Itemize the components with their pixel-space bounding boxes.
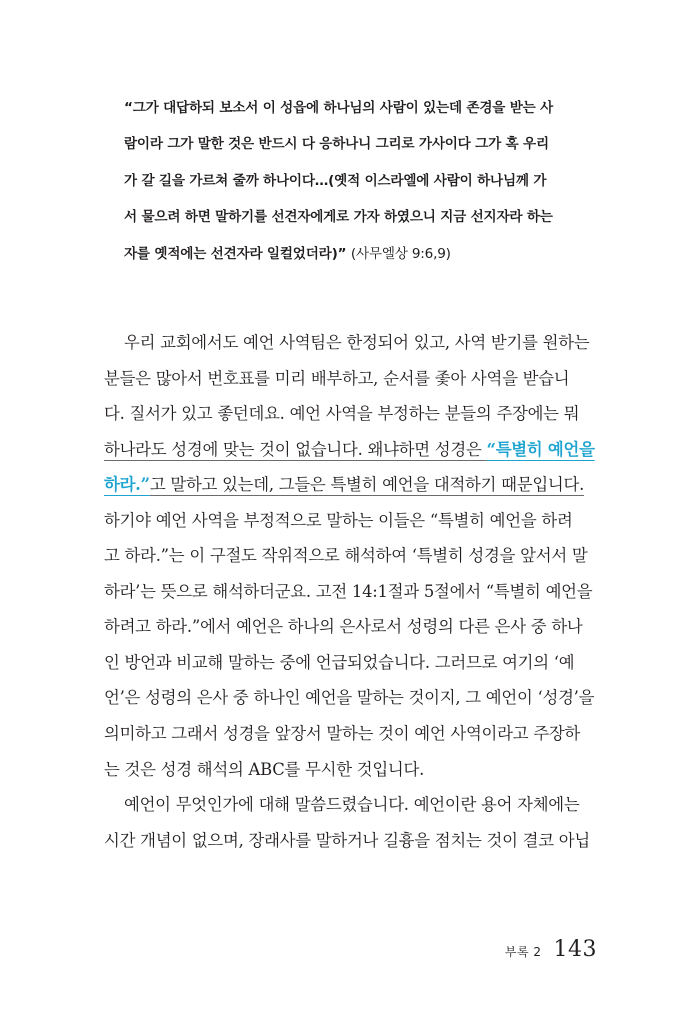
page-footer — [505, 937, 597, 963]
quote-line: 서 물으려 하면 말하기를 선견자에게로 가자 하였으니 지금 선지자라 하는 — [124, 209, 553, 226]
paragraph-line: 다. 질서가 있고 좋던데요. 예언 사역을 부정하는 분들의 주장에는 뭐 — [104, 404, 580, 424]
scripture-quote — [124, 98, 594, 280]
paragraph-line: 언’은 성령의 은사 중 하나인 예언을 말하는 것이지, 그 예언이 ‘성경’을 — [104, 688, 595, 708]
scripture-reference: (사무엘상 9:6,9) — [350, 245, 451, 262]
paragraph-line: 하기야 예언 사역을 부정적으로 말하는 이들은 “특별히 예언을 하려 — [104, 510, 573, 530]
quote-line: “그가 대답하되 보소서 이 성읍에 하나님의 사람이 있는데 존경을 받는 사 — [124, 100, 554, 116]
highlighted-phrase: “특별히 예언을 — [486, 439, 595, 459]
paragraph-line: 하려고 하라.”에서 예언은 하나의 은사로서 성령의 다른 은사 중 하나 — [104, 617, 583, 637]
paragraph-line: 예언이 무엇인가에 대해 말씀드렸습니다. 예언이란 용어 자체에는 — [124, 795, 580, 815]
section-label: 부록 2 — [504, 945, 542, 959]
quote-text: 자를 옛적에는 선견자라 일컬었더라)” — [124, 245, 347, 262]
paragraph-line: 인 방언과 비교해 말하는 중에 언급되었습니다. 그러므로 여기의 ‘예 — [104, 652, 575, 672]
underlined-line — [104, 438, 604, 474]
paragraph-line: 우리 교회에서도 예언 사역팀은 한정되어 있고, 사역 받기를 원하는 — [124, 333, 590, 352]
paragraph-line: 고 하라.”는 이 구절도 작위적으로 해석하여 ‘특별히 성경을 앞서서 말 — [104, 546, 588, 566]
underlined-text: 고 말하고 있는데, 그들은 특별히 예언을 대적하기 때문입니다. — [149, 475, 585, 495]
quote-line: 람이라 그가 말한 것은 반드시 다 응하나니 그리로 가사이다 그가 혹 우리 — [124, 136, 549, 153]
paragraph-line: 하라’는 뜻으로 해석하더군요. 고전 14:1절과 5절에서 “특별히 예언을 — [104, 581, 593, 601]
body-text — [104, 331, 604, 864]
quote-last-line — [124, 244, 594, 280]
paragraph-line: 시간 개념이 없으며, 장래사를 말하거나 길흉을 점치는 것이 결코 아닙 — [104, 830, 590, 850]
highlighted-phrase: 하라.” — [104, 475, 150, 495]
underlined-text: 하나라도 성경에 맞는 것이 없습니다. 왜냐하면 성경은 — [104, 439, 487, 459]
page-number: 143 — [553, 937, 597, 962]
paragraph-line: 의미하고 그래서 성경을 앞장서 말하는 것이 예언 사역이라고 주장하 — [104, 724, 581, 744]
underlined-line — [104, 473, 604, 509]
paragraph-line: 분들은 많아서 번호표를 미리 배부하고, 순서를 좇아 사역을 받습니 — [104, 368, 570, 388]
paragraph-line: 는 것은 성경 해석의 ABC를 무시한 것입니다. — [104, 759, 425, 779]
quote-line: 가 갈 길을 가르쳐 줄까 하나이다…(옛적 이스라엘에 사람이 하나님께 가 — [124, 172, 547, 189]
